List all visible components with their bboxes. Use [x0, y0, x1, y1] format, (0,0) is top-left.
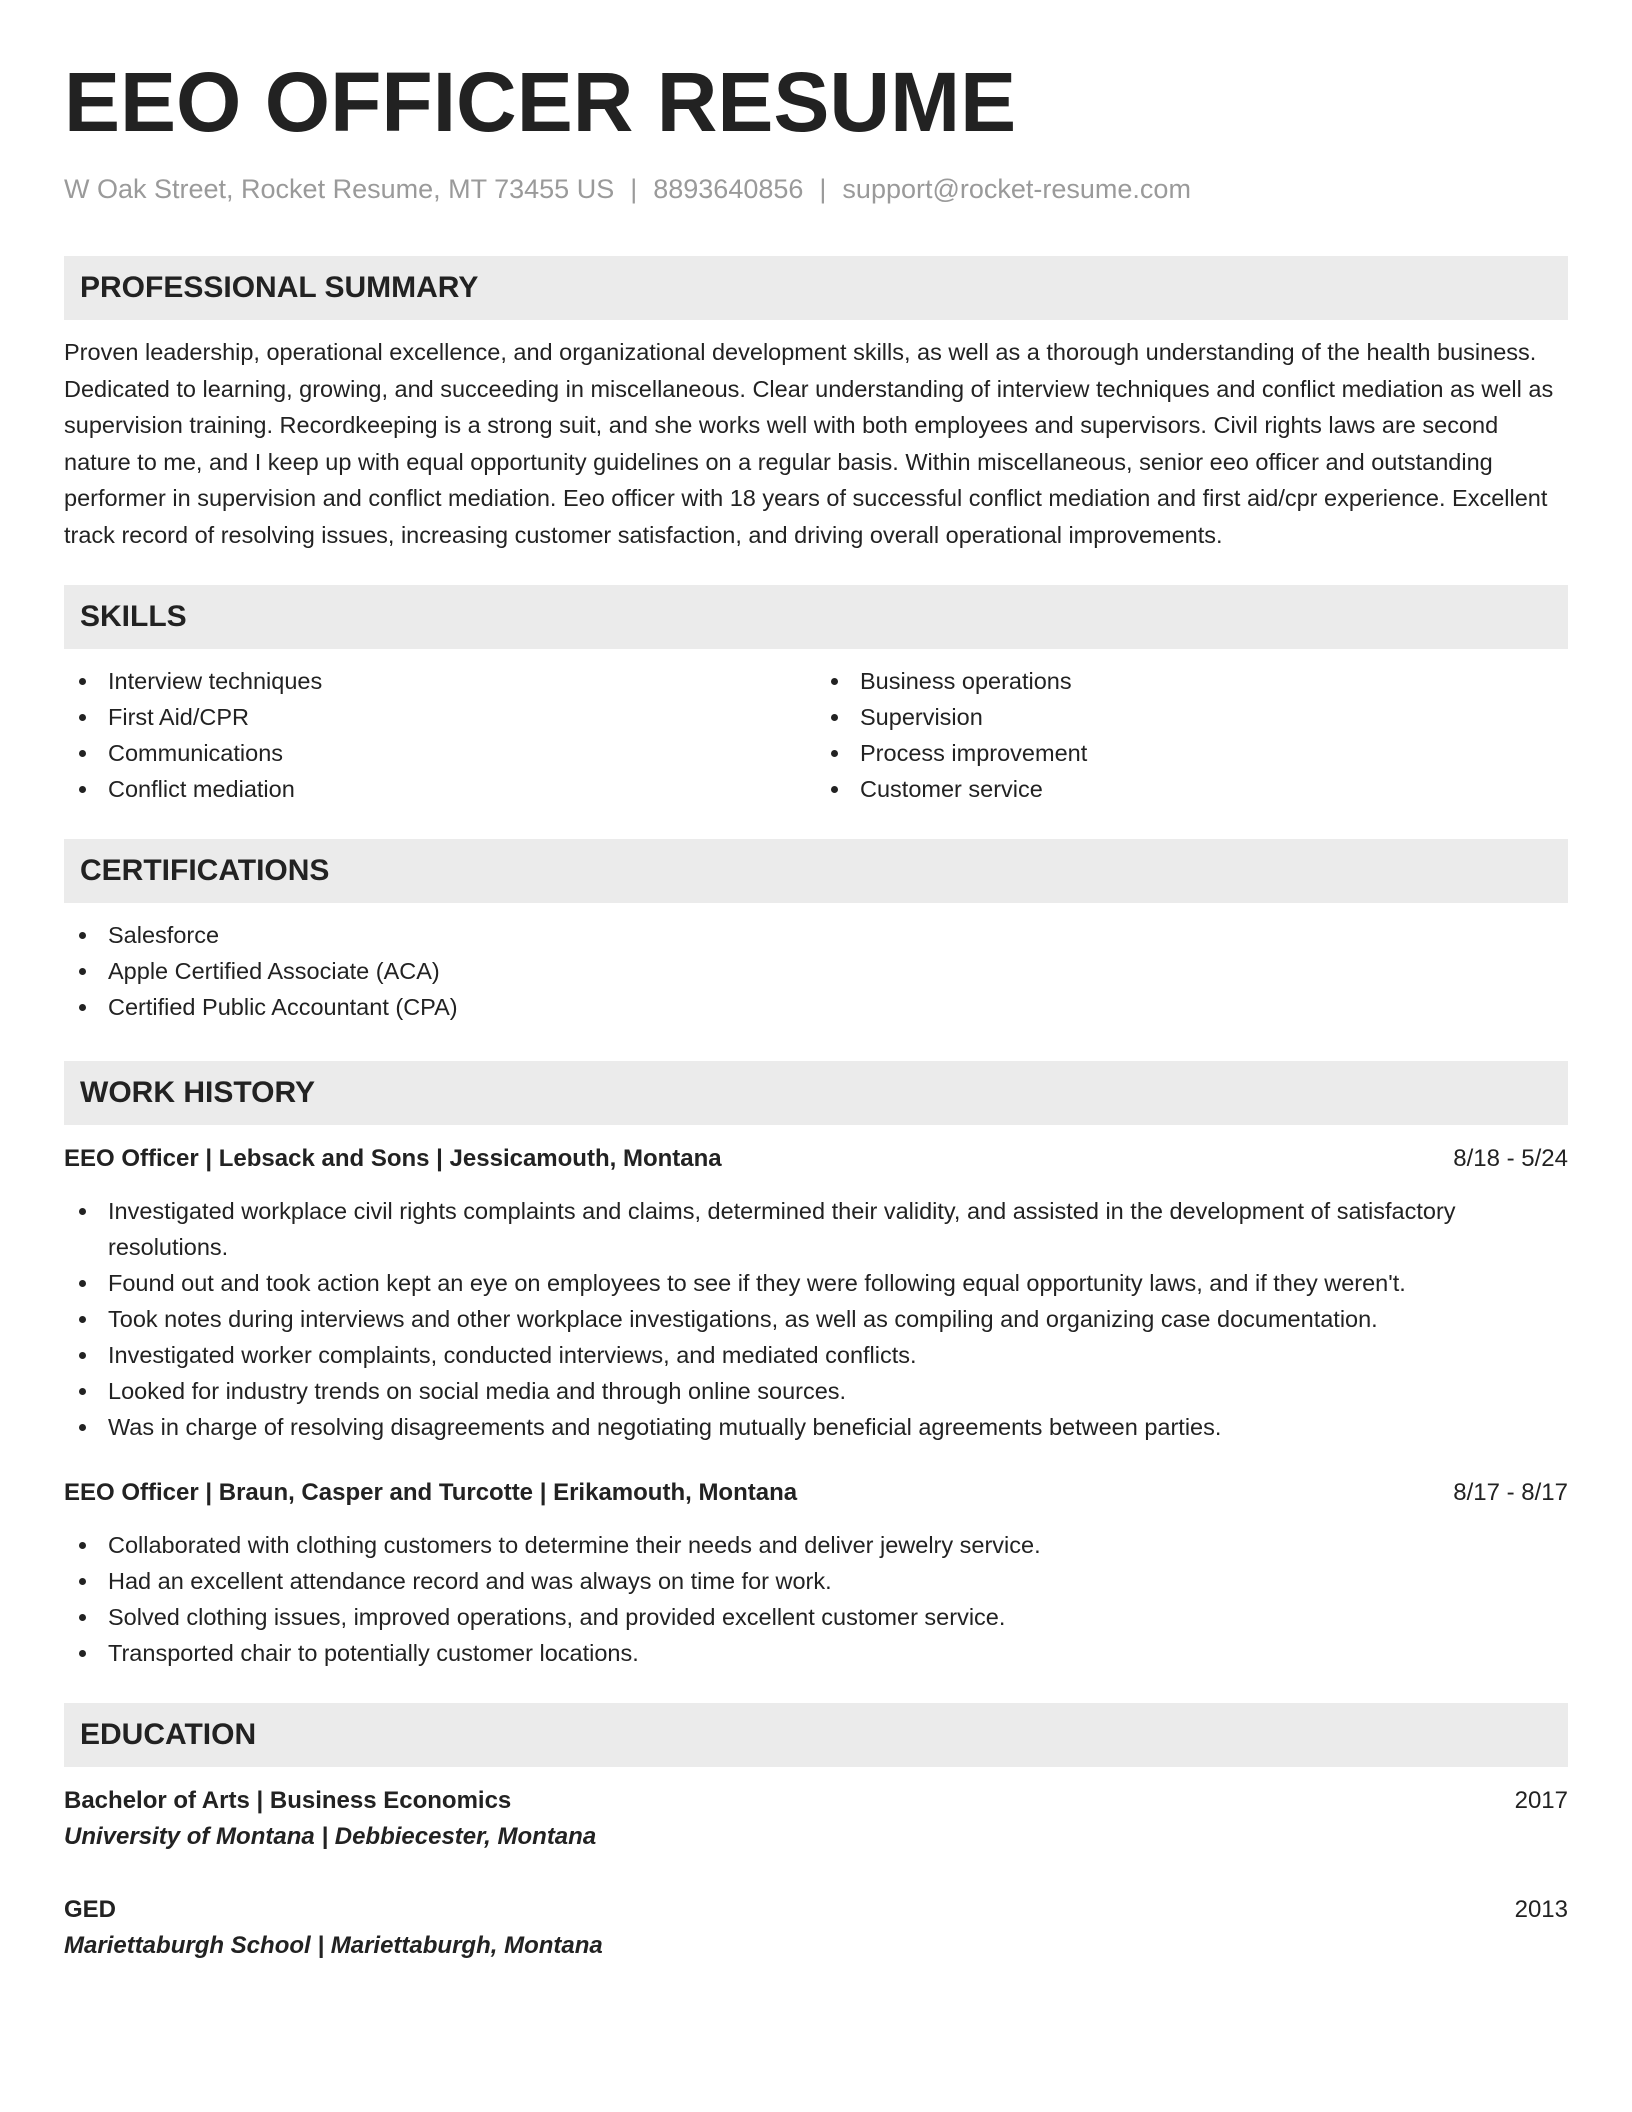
job-bullets — [64, 1193, 1568, 1445]
job-entry — [64, 1141, 1568, 1445]
contact-phone[interactable]: 8893640856 — [653, 174, 804, 204]
section-header-education: EDUCATION — [64, 1703, 1568, 1767]
job-bullets — [64, 1527, 1568, 1671]
education-entry — [64, 1892, 1568, 1964]
education-degree: Bachelor of Arts | Business Economics — [64, 1787, 512, 1814]
resume-title: EEO OFFICER RESUME — [64, 55, 1017, 149]
job-header — [64, 1141, 1568, 1177]
job-title: EEO Officer | Lebsack and Sons | Jessicamouth, Montana — [64, 1145, 722, 1172]
education-header — [64, 1892, 1568, 1928]
summary-text: Proven leadership, operational excellence, and organizational development skills, as well as a thorough understanding of the health business. Dedicated to learning, growing, and succeeding in miscellaneous. Clear understanding of interview techniques and conflict mediation as well as supervision training. Recordkeeping is a strong suit, and she works well with both employees and supervisors. Civil rights laws are second nature to me, and I keep up with equal opportunity guidelines on a regular basis. Within miscellaneous, senior eeo officer and outstanding performer in supervision and conflict mediation. Eeo officer with 18 years of successful conflict mediation and first aid/cpr experience. Excellent track record of resolving issues, increasing customer satisfaction, and driving overall operational improvements. — [64, 339, 1554, 548]
job-bullet: Solved clothing issues, improved operations, and provided excellent customer service. — [64, 1599, 1568, 1635]
skill-item: Business operations — [816, 663, 1568, 699]
contact-email[interactable]: support@rocket-resume.com — [842, 174, 1191, 204]
job-bullet: Collaborated with clothing customers to determine their needs and deliver jewelry service. — [64, 1527, 1568, 1563]
certification-item: Salesforce — [64, 917, 1568, 953]
education-entry — [64, 1783, 1568, 1855]
skills-column-right — [816, 663, 1568, 807]
contact-separator: | — [630, 174, 638, 204]
contact-address: W Oak Street, Rocket Resume, MT 73455 US — [64, 174, 615, 204]
skills-list — [64, 663, 1568, 807]
section-header-skills: SKILLS — [64, 585, 1568, 649]
education-degree: GED — [64, 1896, 117, 1923]
certifications-list — [64, 917, 1568, 1025]
education-year: 2013 — [1514, 1896, 1568, 1923]
job-dates: 8/18 - 5/24 — [1453, 1145, 1568, 1172]
job-bullet: Investigated workplace civil rights complaints and claims, determined their validity, and assisted in the development of satisfactory resolutions. — [64, 1193, 1568, 1265]
education-school: Mariettaburgh School | Mariettaburgh, Montana — [64, 1932, 603, 1959]
section-header-certifications: CERTIFICATIONS — [64, 839, 1568, 903]
skill-item: Customer service — [816, 771, 1568, 807]
contact-line — [64, 172, 1568, 206]
education-year: 2017 — [1514, 1787, 1568, 1814]
skill-item: Communications — [64, 735, 816, 771]
job-bullet: Was in charge of resolving disagreements and negotiating mutually beneficial agreements between parties. — [64, 1409, 1568, 1445]
education-school: University of Montana | Debbiecester, Montana — [64, 1823, 597, 1850]
job-bullet: Found out and took action kept an eye on employees to see if they were following equal opportunity laws, and if they weren't. — [64, 1265, 1568, 1301]
job-bullet: Transported chair to potentially customer locations. — [64, 1635, 1568, 1671]
skill-item: Interview techniques — [64, 663, 816, 699]
job-entry — [64, 1475, 1568, 1671]
contact-separator: | — [819, 174, 827, 204]
job-bullet: Had an excellent attendance record and was always on time for work. — [64, 1563, 1568, 1599]
skills-column-left — [64, 663, 816, 807]
skill-item: First Aid/CPR — [64, 699, 816, 735]
certification-item: Certified Public Accountant (CPA) — [64, 989, 1568, 1025]
job-dates: 8/17 - 8/17 — [1453, 1479, 1568, 1506]
job-bullet: Investigated worker complaints, conducted interviews, and mediated conflicts. — [64, 1337, 1568, 1373]
education-header — [64, 1783, 1568, 1819]
job-bullet: Looked for industry trends on social media and through online sources. — [64, 1373, 1568, 1409]
section-header-summary: PROFESSIONAL SUMMARY — [64, 256, 1568, 320]
job-header — [64, 1475, 1568, 1511]
skill-item: Supervision — [816, 699, 1568, 735]
certification-item: Apple Certified Associate (ACA) — [64, 953, 1568, 989]
section-header-work-history: WORK HISTORY — [64, 1061, 1568, 1125]
skill-item: Conflict mediation — [64, 771, 816, 807]
job-bullet: Took notes during interviews and other workplace investigations, as well as compiling and organizing case documentation. — [64, 1301, 1568, 1337]
job-title: EEO Officer | Braun, Casper and Turcotte | Erikamouth, Montana — [64, 1479, 798, 1506]
skill-item: Process improvement — [816, 735, 1568, 771]
